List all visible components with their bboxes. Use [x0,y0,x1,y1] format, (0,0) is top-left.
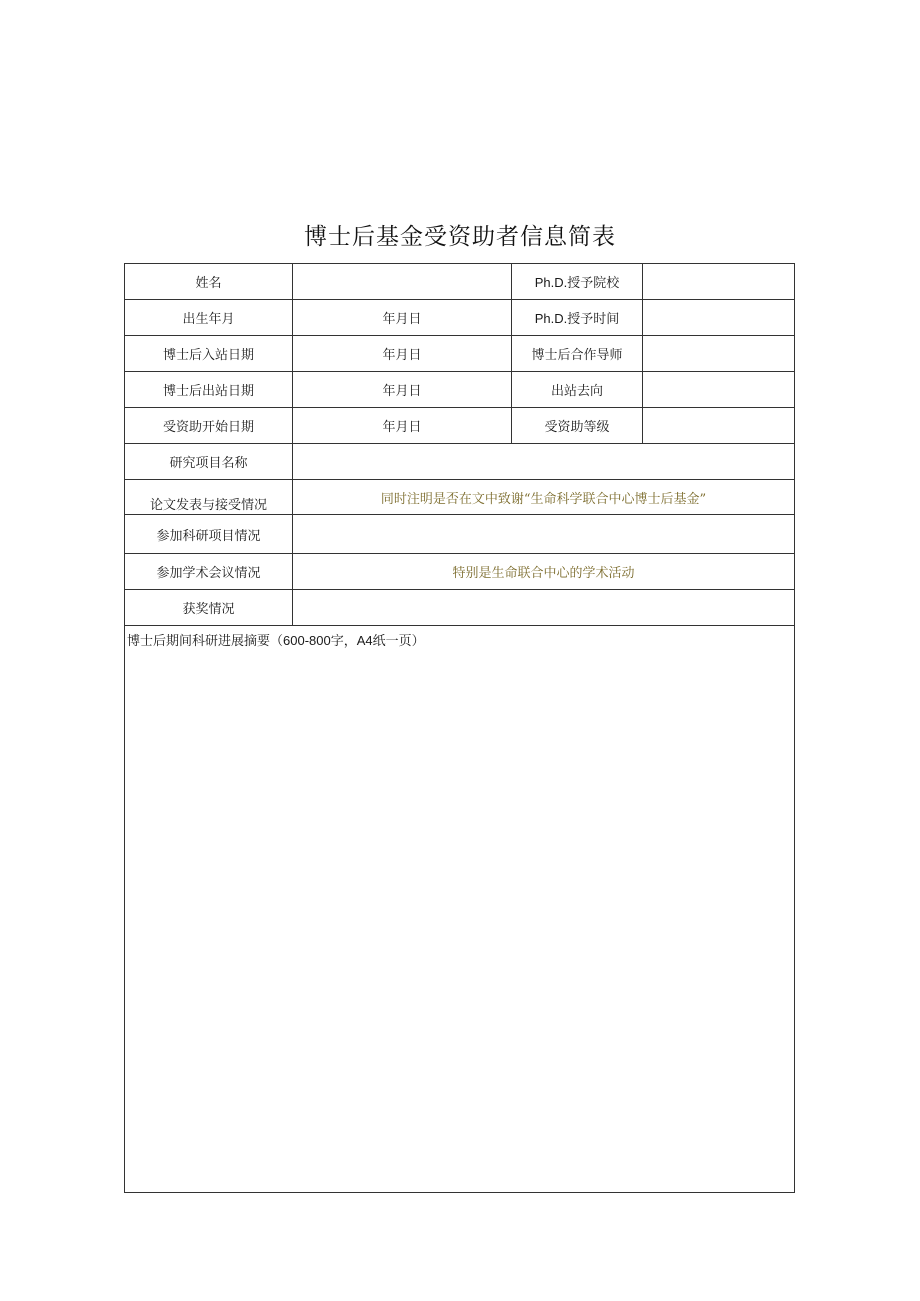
entry-date-field[interactable]: 年月日 [293,336,512,372]
birth-field[interactable]: 年月日 [293,300,512,336]
table-row [125,408,795,444]
projects-field[interactable] [293,515,795,554]
table-row [125,590,795,626]
table-row [125,372,795,408]
exit-date-label: 博士后出站日期 [125,372,293,408]
abstract-label-range: 600-800 [283,633,331,648]
table-row [125,554,795,590]
project-name-label: 研究项目名称 [125,444,293,480]
abstract-label-pre: 博士后期间科研进展摘要（ [127,634,284,649]
abstract-label-paper: A4 [356,633,373,648]
phd-school-field[interactable] [643,264,795,300]
table-row [125,336,795,372]
funding-start-field[interactable]: 年月日 [293,408,512,444]
phd-date-label: Ph.D.授予时间 [512,300,643,336]
destination-field[interactable] [643,372,795,408]
funding-level-field[interactable] [643,408,795,444]
abstract-field[interactable] [125,626,795,1193]
info-table [124,263,795,1193]
birth-label: 出生年月 [125,300,293,336]
abstract-label-post: 纸一页） [372,634,425,649]
table-row [125,626,795,1193]
funding-level-label: 受资助等级 [512,408,643,444]
table-row [125,515,795,554]
conferences-label: 参加学术会议情况 [125,554,293,590]
advisor-label: 博士后合作导师 [512,336,643,372]
projects-label: 参加科研项目情况 [125,515,293,554]
awards-field[interactable] [293,590,795,626]
awards-label: 获奖情况 [125,590,293,626]
project-name-field[interactable] [293,444,795,480]
table-row [125,264,795,300]
table-row [125,300,795,336]
advisor-field[interactable] [643,336,795,372]
exit-date-field[interactable]: 年月日 [293,372,512,408]
papers-label: 论文发表与接受情况 [125,480,293,515]
table-row [125,480,795,515]
papers-field[interactable]: 同时注明是否在文中致谢“生命科学联合中心博士后基金” [293,480,795,515]
phd-school-label: Ph.D.授予院校 [512,264,643,300]
page-title: 博士后基金受资助者信息简表 [304,224,616,250]
conferences-field[interactable]: 特别是生命联合中心的学术活动 [293,554,795,590]
funding-start-label: 受资助开始日期 [125,408,293,444]
abstract-label-mid: 字， [330,634,357,649]
name-label: 姓名 [125,264,293,300]
destination-label: 出站去向 [512,372,643,408]
table-row [125,444,795,480]
name-field[interactable] [293,264,512,300]
entry-date-label: 博士后入站日期 [125,336,293,372]
phd-date-field[interactable] [643,300,795,336]
